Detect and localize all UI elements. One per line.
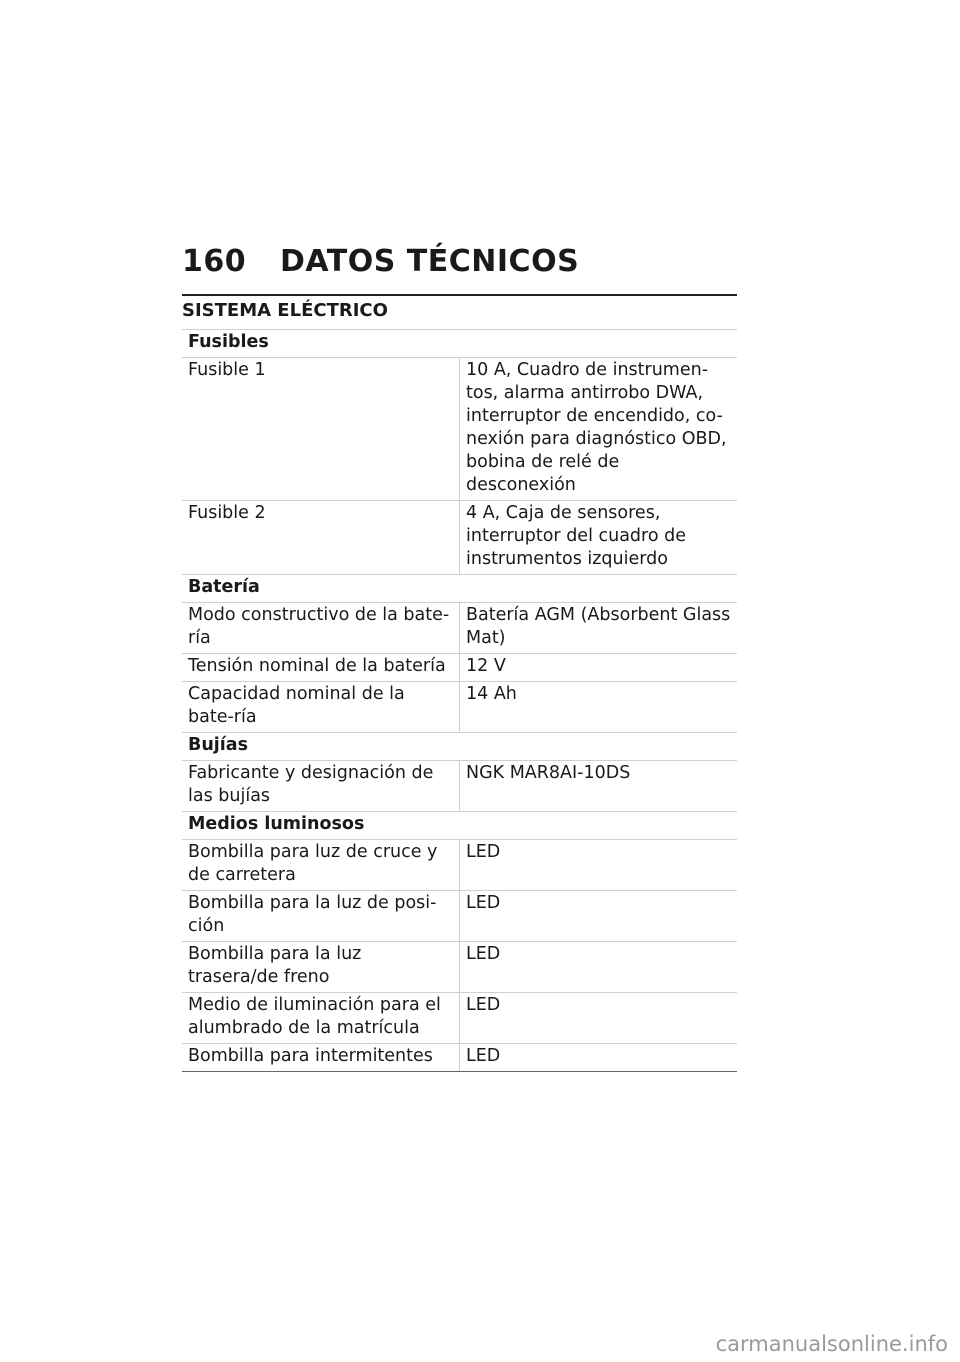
table-row xyxy=(182,603,737,654)
table-row xyxy=(182,1044,737,1072)
table-row xyxy=(182,891,737,942)
group-heading: Fusibles xyxy=(182,330,737,358)
row-value: LED xyxy=(460,942,738,993)
table-row xyxy=(182,761,737,812)
table-row xyxy=(182,682,737,733)
row-value: LED xyxy=(460,1044,738,1072)
row-label: Fabricante y designación de las bujías xyxy=(182,761,460,812)
row-value: Batería AGM (Absorbent Glass Mat) xyxy=(460,603,738,654)
group-heading: Medios luminosos xyxy=(182,812,737,840)
group-heading-row xyxy=(182,575,737,603)
group-heading-row xyxy=(182,812,737,840)
row-label: Bombilla para intermitentes xyxy=(182,1044,460,1072)
row-value: LED xyxy=(460,891,738,942)
row-label: Fusible 1 xyxy=(182,358,460,501)
row-value: NGK MAR8AI-10DS xyxy=(460,761,738,812)
row-label: Capacidad nominal de la bate-ría xyxy=(182,682,460,733)
row-value: 14 Ah xyxy=(460,682,738,733)
group-heading-row xyxy=(182,733,737,761)
section-title: SISTEMA ELÉCTRICO xyxy=(182,294,737,321)
group-heading: Batería xyxy=(182,575,737,603)
chapter-title: DATOS TÉCNICOS xyxy=(280,244,580,279)
group-heading: Bujías xyxy=(182,733,737,761)
row-value: 12 V xyxy=(460,654,738,682)
table-row xyxy=(182,840,737,891)
table-row xyxy=(182,942,737,993)
row-value: LED xyxy=(460,840,738,891)
table-row xyxy=(182,358,737,501)
page-header xyxy=(182,244,579,279)
page-number: 160 xyxy=(182,244,247,279)
spec-table xyxy=(182,329,737,1072)
table-row xyxy=(182,993,737,1044)
table-row xyxy=(182,501,737,575)
row-label: Medio de iluminación para el alumbrado de la matrícula xyxy=(182,993,460,1044)
row-label: Bombilla para la luz de posi-ción xyxy=(182,891,460,942)
row-label: Bombilla para la luz trasera/de freno xyxy=(182,942,460,993)
row-label: Fusible 2 xyxy=(182,501,460,575)
row-label: Modo constructivo de la bate-ría xyxy=(182,603,460,654)
row-label: Bombilla para luz de cruce y de carretera xyxy=(182,840,460,891)
row-value: LED xyxy=(460,993,738,1044)
row-label: Tensión nominal de la batería xyxy=(182,654,460,682)
row-value: 10 A, Cuadro de instrumen-tos, alarma antirrobo DWA, interruptor de encendido, co-nexión para diagnóstico OBD, bobina de relé de desconexión xyxy=(460,358,738,501)
group-heading-row xyxy=(182,330,737,358)
watermark: carmanualsonline.info xyxy=(715,1332,948,1356)
row-value: 4 A, Caja de sensores, interruptor del cuadro de instrumentos izquierdo xyxy=(460,501,738,575)
table-row xyxy=(182,654,737,682)
